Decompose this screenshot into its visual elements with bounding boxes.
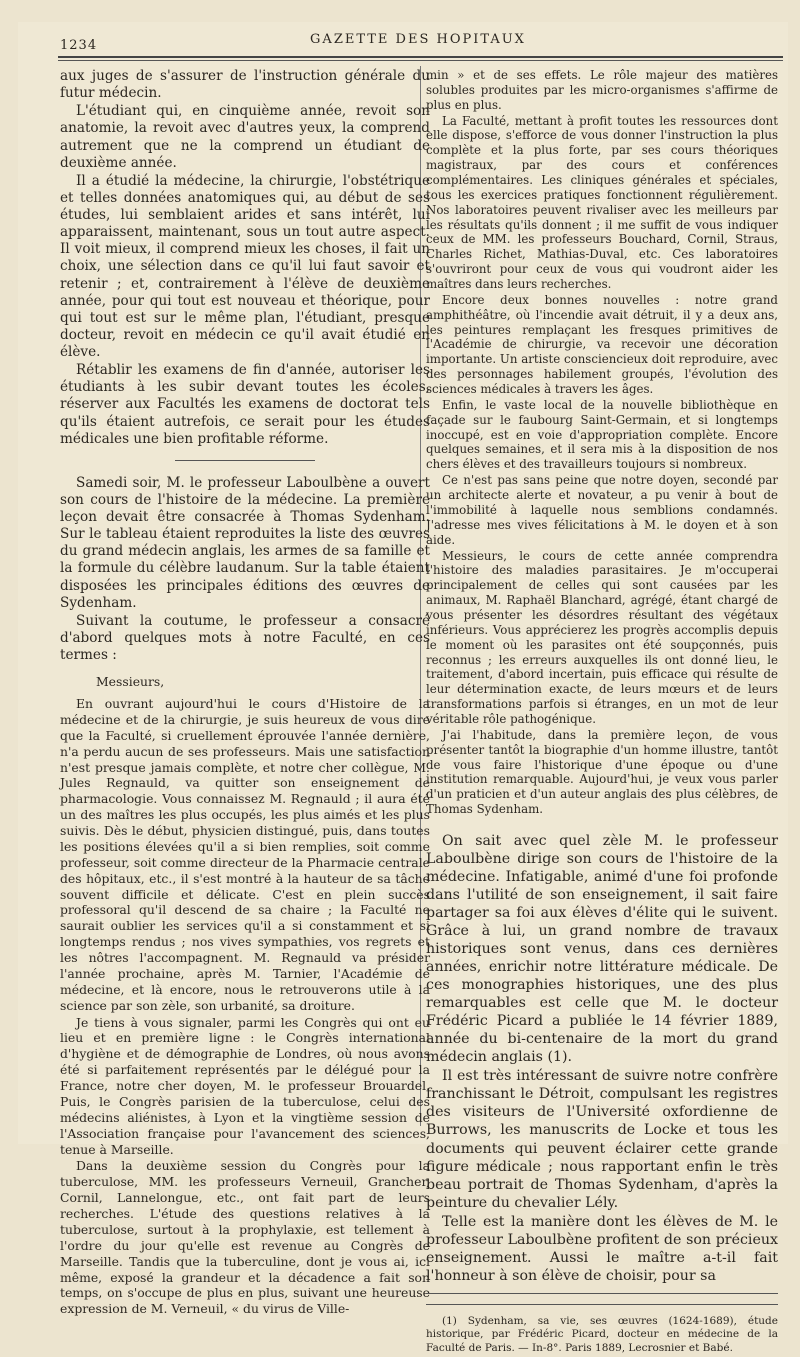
speech-paragraph: En ouvrant aujourd'hui le cours d'Histoire de la médecine et de la chirurgie, je suis heureux de vous dire que la Faculté, si cruellement éprouvée l'année dernière, n'a perdu aucun de ses professeurs. Mais une satisfaction n'est presque jamais complète, et notre cher collègue, M. Jules Regnauld, va quitter son enseignement de pharmacologie. Vous connaissez M. Regnauld ; il aura été un des maîtres les plus occupés, les plus aimés et les plus suivis. Dès le début, physicien distingué, puis, dans toutes les positions élevées qu'il a si bien remplies, soit comme professeur, soit comme directeur de la Pharmacie centrale des hôpitaux, etc., il s'est montré à la hauteur de sa tâche souvent difficile et délicate. C'est en plein succès professoral qu'il descend de sa chaire ; la Faculté ne saurait oublier les services qu'il a si constamment et si longtemps rendus ; nos vives sympathies, vos regrets et les nôtres l'accompagnent. M. Regnauld va présider l'année prochaine, après M. Tarnier, l'Académie de médecine, et là encore, nous le retrouverons utile à la science par son zèle, son urbanité, sa droiture. bbox=[60, 696, 430, 1013]
commentary-paragraph: On sait avec quel zèle M. le professeur Laboulbène dirige son cours de l'histoire de la médecine. Infatigable, animé d'une foi profonde dans l'utilité de son enseignement, il sait faire partager sa foi aux élèves d'élite qui le suivent. Grâce à lui, un grand nombre de travaux historiques sont venus, dans ces dernières années, enrichir notre littérature médicale. De ces monographies historiques, une des plus remarquables est celle que M. le docteur Frédéric Picard a publiée le 14 février 1889, année du bi-centenaire de la mort du grand médecin anglais (1). bbox=[426, 832, 778, 1066]
left-paragraph: L'étudiant qui, en cinquième année, revoit son anatomie, la revoit avec d'autres yeux, la comprend autrement que ne la comprend un étudiant de deuxième année. bbox=[60, 103, 430, 171]
page-number: 1234 bbox=[60, 38, 98, 53]
left-paragraph: Rétablir les examens de fin d'année, autoriser les étudiants à les subir devant toutes les écoles, réserver aux Facultés les examens de doctorat tels qu'ils étaient autrefois, ce serait pour les études médicales une bien profitable réforme. bbox=[60, 362, 430, 447]
left-paragraph: Suivant la coutume, le professeur a consacré d'abord quelques mots à notre Faculté, en ces termes : bbox=[60, 612, 430, 663]
section-divider bbox=[175, 460, 315, 461]
commentary-paragraph: Telle est la manière dont les élèves de M. le professeur Laboulbène profitent de son précieux enseignement. Aussi le maître a-t-il fait l'honneur à son élève de choisir, pour sa bbox=[426, 1213, 778, 1284]
footnote-rule-thin bbox=[426, 1304, 778, 1305]
commentary-paragraph: Il est très intéressant de suivre notre confrère franchissant le Détroit, compulsant les registres des visiteurs de l'Université oxfordienne de Burrows, les manuscrits de Locke et tous les documents qui peuvent éclairer cette grande figure médicale ; nous rapportant enfin le très beau portrait de Thomas Sydenham, d'après la peinture du chevalier Lély. bbox=[426, 1068, 778, 1211]
running-title: GAZETTE DES HOPITAUX bbox=[310, 32, 526, 47]
speech-salutation: Messieurs, bbox=[96, 674, 165, 690]
left-paragraph: Samedi soir, M. le professeur Laboulbène a ouvert son cours de l'histoire de la médecine. La première leçon devait être consacrée à Thomas Sydenham. Sur le tableau étaient reproduites la liste des œuvres du grand médecin anglais, les armes de sa famille et la formule du célèbre laudanum. Sur la table étaient disposées les principales éditions des œuvres de Sydenham. bbox=[60, 474, 430, 611]
right-column bbox=[426, 68, 778, 1357]
speech-paragraph: Encore deux bonnes nouvelles : notre grand amphithéâtre, où l'incendie avait détruit, il y a deux ans, les peintures remplaçant les fresques primitives de l'Académie de chirurgie, va recevoir une décoration importante. Un artiste consciencieux doit reproduire, avec des personnages habilement groupés, l'évolution des sciences médicales à travers les âges. bbox=[426, 292, 778, 397]
newspaper-page bbox=[18, 22, 788, 1355]
speech-paragraph: La Faculté, mettant à profit toutes les ressources dont elle dispose, s'efforce de vous donner l'instruction la plus complète et la plus forte, par ses cours théoriques magistraux, par des cours et conférences complémentaires. Les cliniques générales et spéciales, tous les exercices pratiques fonctionnent régulièrement. Nos laboratoires peuvent rivaliser avec les meilleurs par les résultats qu'ils donnent ; il me suffit de vous indiquer ceux de MM. les professeurs Bouchard, Cornil, Straus, Charles Richet, Mathias-Duval, etc. Ces laboratoires s'ouvriront pour ceux de vous qui voudront aider les maîtres dans leurs recherches. bbox=[426, 113, 778, 292]
footnote-rule bbox=[426, 1293, 778, 1294]
speech-paragraph: min » et de ses effets. Le rôle majeur des matières solubles produites par les micro-organismes s'affirme de plus en plus. bbox=[426, 68, 778, 112]
speech-paragraph: Enfin, le vaste local de la nouvelle bibliothèque en façade sur le faubourg Saint-Germain, et si longtemps inoccupé, est en voie d'appropriation complète. Encore quelques semaines, et il sera mis à la disposition de nos chers élèves et des travailleurs toujours si nombreux. bbox=[426, 397, 778, 472]
speech-paragraph: J'ai l'habitude, dans la première leçon, de vous présenter tantôt la biographie d'un homme illustre, tantôt de vous faire l'historique d'une époque ou d'une institution remarquable. Aujourd'hui, je veux vous parler d'un praticien et d'un auteur anglais des plus célèbres, de Thomas Sydenham. bbox=[426, 727, 778, 817]
left-paragraph: aux juges de s'assurer de l'instruction générale du futur médecin. bbox=[60, 68, 430, 102]
speech-paragraph: Dans la deuxième session du Congrès pour la tuberculose, MM. les professeurs Verneuil, Grancher, Cornil, Lannelongue, etc., ont fait part de leurs recherches. L'étude des questions relatives à la tuberculose, surtout à la prophylaxie, est tellement à l'ordre du jour qu'elle est revenue au Congrès de Marseille. Tandis que la tuberculine, dont je vous ai, ici même, exposé la grandeur et la décadence a fait son temps, on s'occupe de plus en plus, suivant une heureuse expression de M. Verneuil, « du virus de Ville- bbox=[60, 1158, 430, 1317]
speech-paragraph: Je tiens à vous signaler, parmi les Congrès qui ont eu lieu et en première ligne : le Congrès international d'hygiène et de démographie de Londres, où nous avons été si parfaitement représentés par le délégué pour la France, notre cher doyen, M. le professeur Brouardel. Puis, le Congrès parisien de la tuberculose, celui des médecins aliénistes, à Lyon et la vingtième session de l'Association française pour l'avancement des sciences, tenue à Marseille. bbox=[60, 1014, 430, 1157]
header-rule-thin bbox=[58, 60, 783, 61]
running-header bbox=[58, 32, 778, 56]
header-rule-thick bbox=[58, 56, 783, 58]
left-column bbox=[60, 68, 430, 1318]
left-paragraph: Il a étudié la médecine, la chirurgie, l'obstétrique et telles données anatomiques qui, au début de ses études, lui semblaient arides et sans intérêt, lui apparaissent, maintenant, sous un tout autre aspect. Il voit mieux, il comprend mieux les choses, il fait un choix, une sélection dans ce qu'il lui faut savoir et retenir ; et, contrairement à l'élève de deuxième année, pour qui tout est nouveau et théorique, pour qui tout est sur le même plan, l'étudiant, presque docteur, revoit en médecin ce qu'il avait étudié en élève. bbox=[60, 172, 430, 360]
speech-paragraph: Messieurs, le cours de cette année comprendra l'histoire des maladies parasitaires. Je m'occuperai principalement de celles qui sont causées par les animaux, M. Raphaël Blanchard, agrégé, étant chargé de vous présenter les désordres résultant des végétaux inférieurs. Vous apprécierez les progrès accomplis depuis le moment où les parasites ont été soupçonnés, puis reconnus ; les erreurs auxquelles ils ont donné lieu, le traitement, d'abord incertain, puis efficace qui résulte de leur détermination exacte, de leurs mœurs et de leurs transformations parfois si étranges, en un mot de leur véritable rôle pathogénique. bbox=[426, 548, 778, 726]
speech-paragraph: Ce n'est pas sans peine que notre doyen, secondé par un architecte alerte et novateur, a pu venir à bout de l'immobilité à laquelle nous semblions condamnés. J'adresse mes vives félicitations à M. le doyen et à son aide. bbox=[426, 473, 778, 547]
footnote: (1) Sydenham, sa vie, ses œuvres (1624-1689), étude historique, par Frédéric Picard, docteur en médecine de la Faculté de Paris. — In-8°. Paris 1889, Lecrosnier et Babé. bbox=[426, 1314, 778, 1355]
